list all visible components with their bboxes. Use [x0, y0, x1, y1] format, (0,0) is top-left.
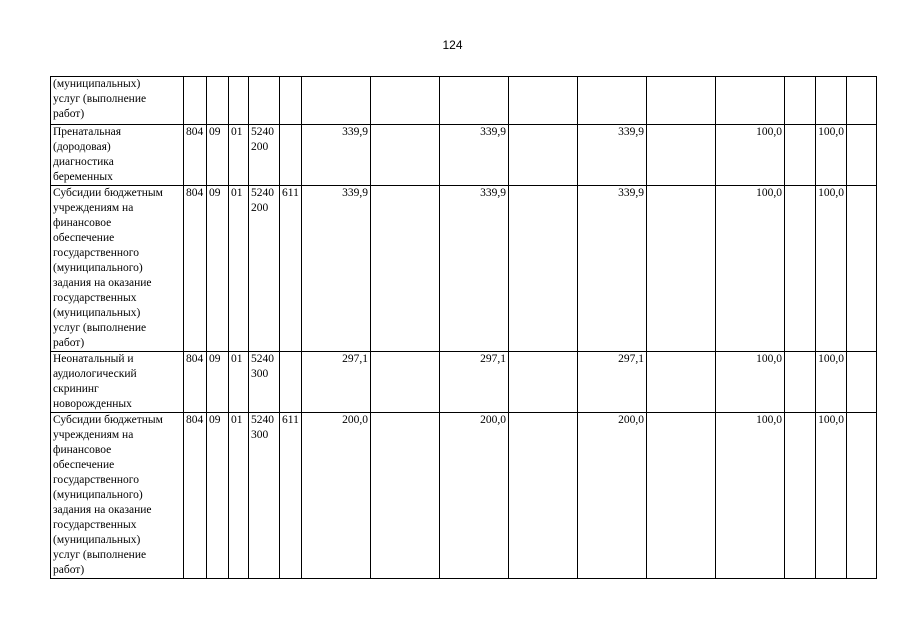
table-row: [51, 186, 877, 352]
empty-cell: [509, 186, 578, 352]
approved-amount-cell: [440, 77, 509, 125]
empty-cell: [647, 352, 716, 413]
approved-amount-cell: 200,0: [440, 413, 509, 579]
subsection-code-cell: 01: [229, 125, 249, 186]
expense-type-cell: 611: [280, 186, 302, 352]
subsection-code-cell: 01: [229, 186, 249, 352]
empty-cell: [371, 77, 440, 125]
ved-code-cell: 804: [184, 125, 207, 186]
empty-cell: [509, 413, 578, 579]
percent-approved-cell: 100,0: [816, 125, 847, 186]
target-article-cell: 5240 300: [249, 352, 280, 413]
planned-amount-cell: 297,1: [302, 352, 371, 413]
empty-cell: [785, 125, 816, 186]
row-name-cell: Субсидии бюджетным учреждениям на финансовое обеспечение государственного (муниципального) задания на оказание государственных (муниципальных) услуг (выполнение работ): [51, 186, 184, 352]
page-number: 124: [442, 38, 463, 52]
section-code-cell: 09: [207, 125, 229, 186]
percent-plan-cell: 100,0: [716, 413, 785, 579]
empty-cell: [509, 77, 578, 125]
target-article-cell: [249, 77, 280, 125]
section-code-cell: 09: [207, 352, 229, 413]
approved-amount-cell: 339,9: [440, 186, 509, 352]
percent-approved-cell: 100,0: [816, 352, 847, 413]
budget-table: [50, 76, 877, 579]
target-article-cell: 5240 200: [249, 186, 280, 352]
empty-cell: [647, 186, 716, 352]
empty-cell: [371, 352, 440, 413]
empty-cell: [847, 77, 877, 125]
expense-type-cell: [280, 125, 302, 186]
ved-code-cell: 804: [184, 352, 207, 413]
planned-amount-cell: 339,9: [302, 125, 371, 186]
empty-cell: [847, 186, 877, 352]
empty-cell: [785, 352, 816, 413]
empty-cell: [785, 77, 816, 125]
empty-cell: [371, 125, 440, 186]
executed-amount-cell: 297,1: [578, 352, 647, 413]
executed-amount-cell: 200,0: [578, 413, 647, 579]
expense-type-cell: [280, 77, 302, 125]
percent-plan-cell: 100,0: [716, 186, 785, 352]
empty-cell: [647, 413, 716, 579]
percent-plan-cell: 100,0: [716, 125, 785, 186]
expense-type-cell: 611: [280, 413, 302, 579]
percent-approved-cell: 100,0: [816, 186, 847, 352]
section-code-cell: [207, 77, 229, 125]
empty-cell: [847, 352, 877, 413]
empty-cell: [847, 125, 877, 186]
executed-amount-cell: 339,9: [578, 186, 647, 352]
empty-cell: [509, 352, 578, 413]
row-name-cell: Субсидии бюджетным учреждениям на финансовое обеспечение государственного (муниципального) задания на оказание государственных (муниципальных) услуг (выполнение работ): [51, 413, 184, 579]
empty-cell: [785, 413, 816, 579]
approved-amount-cell: 297,1: [440, 352, 509, 413]
row-name-cell: (муниципальных) услуг (выполнение работ): [51, 77, 184, 125]
ved-code-cell: 804: [184, 186, 207, 352]
target-article-cell: 5240 200: [249, 125, 280, 186]
percent-plan-cell: 100,0: [716, 352, 785, 413]
table-row: [51, 413, 877, 579]
expense-type-cell: [280, 352, 302, 413]
empty-cell: [371, 186, 440, 352]
section-code-cell: 09: [207, 186, 229, 352]
row-name-cell: Неонатальный и аудиологический скрининг новорожденных: [51, 352, 184, 413]
target-article-cell: 5240 300: [249, 413, 280, 579]
empty-cell: [647, 77, 716, 125]
subsection-code-cell: 01: [229, 352, 249, 413]
percent-approved-cell: [816, 77, 847, 125]
percent-plan-cell: [716, 77, 785, 125]
table-body: [51, 77, 877, 579]
subsection-code-cell: [229, 77, 249, 125]
ved-code-cell: 804: [184, 413, 207, 579]
table-row: [51, 352, 877, 413]
executed-amount-cell: [578, 77, 647, 125]
planned-amount-cell: [302, 77, 371, 125]
ved-code-cell: [184, 77, 207, 125]
approved-amount-cell: 339,9: [440, 125, 509, 186]
subsection-code-cell: 01: [229, 413, 249, 579]
planned-amount-cell: 200,0: [302, 413, 371, 579]
empty-cell: [847, 413, 877, 579]
executed-amount-cell: 339,9: [578, 125, 647, 186]
planned-amount-cell: 339,9: [302, 186, 371, 352]
row-name-cell: Пренатальная (дородовая) диагностика беременных: [51, 125, 184, 186]
percent-approved-cell: 100,0: [816, 413, 847, 579]
empty-cell: [509, 125, 578, 186]
table-row: [51, 77, 877, 125]
empty-cell: [371, 413, 440, 579]
table-row: [51, 125, 877, 186]
section-code-cell: 09: [207, 413, 229, 579]
empty-cell: [785, 186, 816, 352]
empty-cell: [647, 125, 716, 186]
